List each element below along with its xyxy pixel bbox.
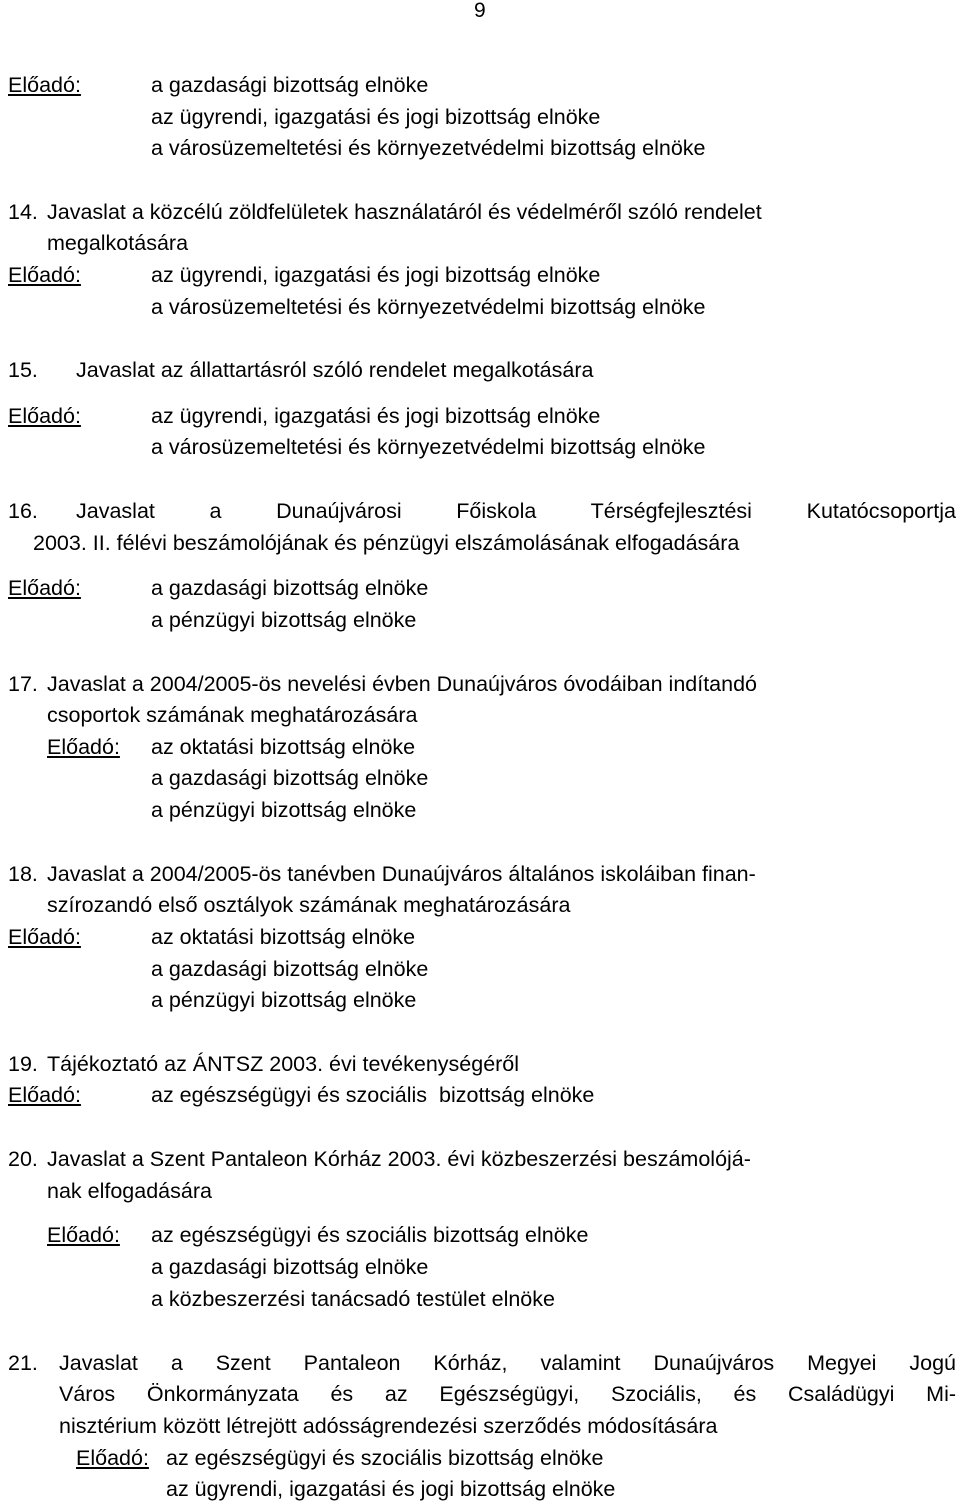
item-title-line: Javaslat a Szent Pantaleon Kórház 2003. évi közbeszerzési beszámolójá- [47,1147,751,1171]
item-title-line: Város Önkormányzata és az Egészségügyi, Szociális, és Családügyi Mi- [59,1382,956,1406]
item-title-line: 2003. II. félévi beszámolójának és pénzügyi elszámolásának elfogadására [33,531,740,555]
item-number: 15. [8,358,38,382]
item-number: 20. [8,1147,38,1171]
presenter: az oktatási bizottság elnöke [151,735,416,759]
item-title-line: Javaslat a Szent Pantaleon Kórház, valamint Dunaújváros Megyei Jogú [59,1351,956,1375]
presenter: a gazdasági bizottság elnöke [151,957,429,981]
item-title-line: Tájékoztató az ÁNTSZ 2003. évi tevékenységéről [47,1052,520,1076]
presenter: a városüzemeltetési és környezetvédelmi bizottság elnöke [151,295,706,319]
item-number: 18. [8,862,38,886]
item-number: 16. [8,499,38,523]
presenter: a gazdasági bizottság elnöke [151,766,429,790]
presenter-label: Előadó: [8,404,81,428]
presenter: a városüzemeltetési és környezetvédelmi bizottság elnöke [151,136,706,160]
presenter-label: Előadó: [8,1083,81,1107]
presenter: a pénzügyi bizottság elnöke [151,608,417,632]
presenter: az egészségügyi és szociális bizottság elnöke [151,1223,589,1247]
presenter: a városüzemeltetési és környezetvédelmi bizottság elnöke [151,435,706,459]
presenter: a gazdasági bizottság elnöke [151,576,429,600]
presenter: a gazdasági bizottság elnöke [151,1255,429,1279]
item-title-line: Javaslat a 2004/2005-ös nevelési évben Dunaújváros óvodáiban indítandó [47,672,758,696]
presenter: az ügyrendi, igazgatási és jogi bizottság elnöke [151,263,601,287]
presenter: az egészségügyi és szociális bizottság elnöke [151,1083,595,1107]
item-title-line: szírozandó első osztályok számának meghatározására [47,893,571,917]
presenter: a gazdasági bizottság elnöke [151,73,429,97]
presenter-label: Előadó: [8,263,81,287]
item-number: 19. [8,1052,38,1076]
presenter-label: Előadó: [8,576,81,600]
item-title-line: Javaslat a közcélú zöldfelületek használatáról és védelméről szóló rendelet [47,200,762,224]
presenter: a pénzügyi bizottság elnöke [151,798,417,822]
item-title-line: csoportok számának meghatározására [47,703,418,727]
presenter: az ügyrendi, igazgatási és jogi bizottság elnöke [151,105,601,129]
item-title-line: megalkotására [47,231,189,255]
page-number: 9 [474,0,486,22]
item-title-line: nak elfogadására [47,1179,212,1203]
presenter-label: Előadó: [8,925,81,949]
presenter-label: Előadó: [8,73,81,97]
presenter: a pénzügyi bizottság elnöke [151,988,417,1012]
presenter: a közbeszerzési tanácsadó testület elnöke [151,1287,555,1311]
presenter: az ügyrendi, igazgatási és jogi bizottság elnöke [151,404,601,428]
item-title-line: nisztérium között létrejött adósságrendezési szerződés módosítására [59,1414,718,1438]
presenter: az oktatási bizottság elnöke [151,925,416,949]
presenter: az ügyrendi, igazgatási és jogi bizottság elnöke [166,1477,616,1501]
presenter-label: Előadó: [47,1223,120,1247]
presenter: az egészségügyi és szociális bizottság elnöke [166,1446,604,1470]
item-number: 14. [8,200,38,224]
item-title-line: Javaslat az állattartásról szóló rendelet megalkotására [76,358,594,382]
presenter-label: Előadó: [47,735,120,759]
item-title-line: Javaslat a Dunaújvárosi Főiskola Térségfejlesztési Kutatócsoportja [76,499,956,523]
item-number: 21. [8,1351,38,1375]
item-title-line: Javaslat a 2004/2005-ös tanévben Dunaújváros általános iskoláiban finan- [47,862,756,886]
presenter-label: Előadó: [76,1446,149,1470]
item-number: 17. [8,672,38,696]
